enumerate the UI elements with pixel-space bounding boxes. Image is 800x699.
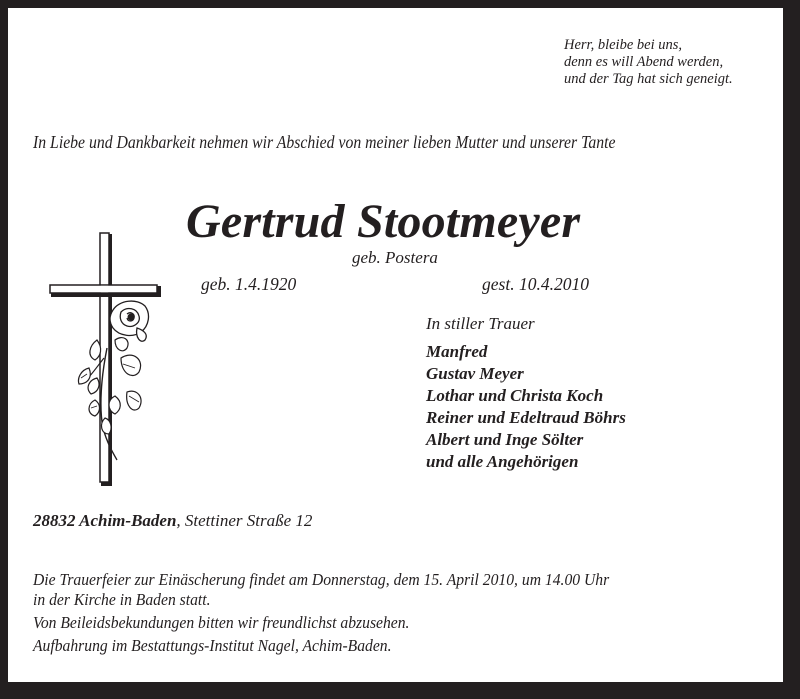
mourner-name: Lothar und Christa Koch (426, 386, 604, 405)
death-date: gest. 10.4.2010 (482, 274, 589, 294)
bible-verse (564, 37, 733, 88)
notice-line: Aufbahrung im Bestattungs-Institut Nagel, Achim-Baden. (33, 636, 392, 655)
maiden-name: geb. Postera (352, 248, 438, 267)
verse-line: und der Tag hat sich geneigt. (564, 71, 733, 87)
address-street: Stettiner Straße 12 (184, 511, 313, 530)
address-city: 28832 Achim-Baden (33, 511, 177, 530)
verse-line: denn es will Abend werden, (564, 54, 724, 70)
verse-line: Herr, bleibe bei uns, (564, 37, 682, 53)
notice-line: Die Trauerfeier zur Einäscherung findet am Donnerstag, dem 15. April 2010, um 14.00 Uhr (33, 570, 610, 589)
mourner-name: Manfred (426, 342, 488, 361)
mourner-name: Gustav Meyer (426, 364, 524, 383)
mourners-list (426, 341, 626, 473)
obituary-notice (8, 8, 783, 682)
address-separator: , (176, 511, 181, 530)
notice-line: in der Kirche in Baden statt. (33, 590, 211, 609)
mourner-name: Albert und Inge Sölter (426, 430, 584, 449)
cross-with-rose-icon (41, 228, 171, 498)
deceased-name: Gertrud Stootmeyer (186, 195, 581, 248)
birth-date: geb. 1.4.1920 (201, 274, 297, 294)
mourning-heading: In stiller Trauer (426, 314, 535, 333)
intro-text: In Liebe und Dankbarkeit nehmen wir Abschied von meiner lieben Mutter und unserer Tante (33, 132, 616, 152)
mourner-name: Reiner und Edeltraud Böhrs (426, 408, 626, 427)
notice-line: Von Beileidsbekundungen bitten wir freundlichst abzusehen. (33, 613, 410, 632)
address (33, 511, 312, 531)
mourner-name: und alle Angehörigen (426, 452, 579, 471)
funeral-notice (33, 570, 609, 656)
